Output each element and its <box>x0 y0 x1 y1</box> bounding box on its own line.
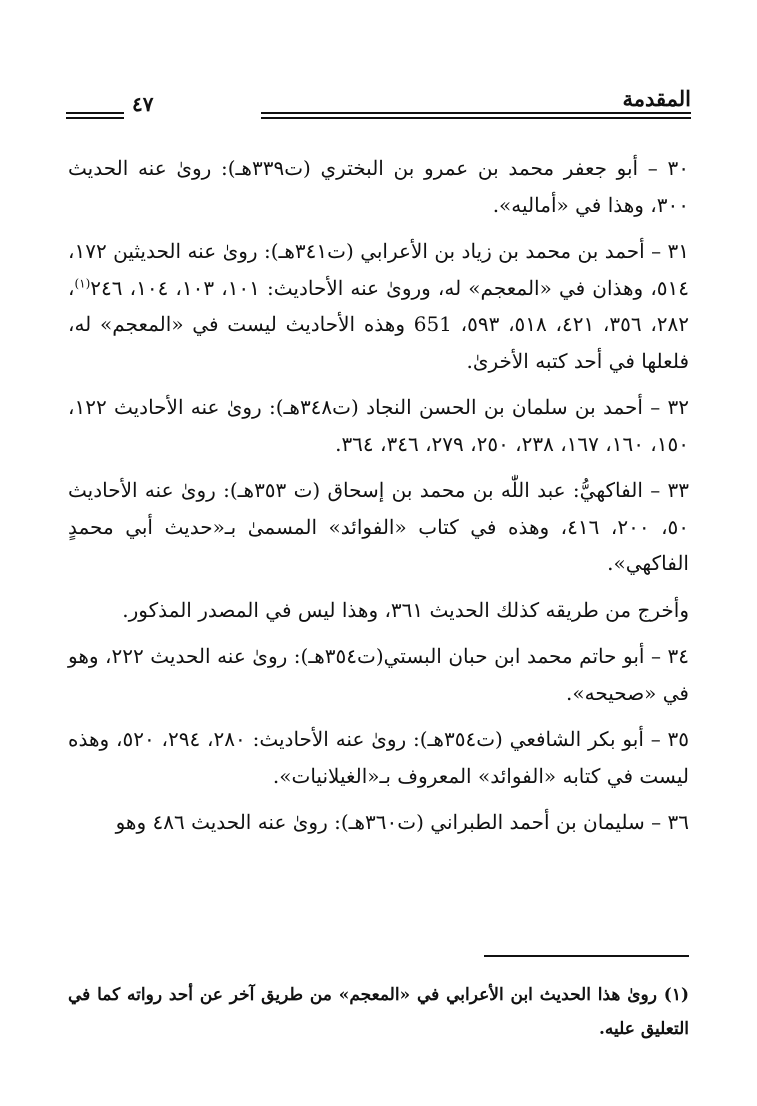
entry-text: الفاكهيُّ: عبد اللّٰه بن محمد بن إسحاق (ت ٣٥٣هـ): روىٰ عنه الأحاديث ٥٠، ٢٠٠، ٤١٦، وهذه في كتاب «الفوائد» المسمىٰ بـ«حديث أبي محمدٍ الفاكهي». <box>68 478 690 575</box>
entry-number: ٣١ <box>667 239 690 263</box>
entry-text: أبو حاتم محمد ابن حبان البستي(ت٣٥٤هـ): روىٰ عنه الحديث ٢٢٢، وهو في «صحيحه». <box>68 644 689 705</box>
entry-32: ٣٢ – أحمد بن سلمان بن الحسن النجاد (ت٣٤٨هـ): روىٰ عنه الأحاديث ١٢٢، ١٥٠، ١٦٠، ١٦٧، ٢٣٨، ٢٥٠، ٢٧٩، ٣٤٦، ٣٦٤. <box>68 395 689 456</box>
header-title: المقدمة <box>622 86 691 111</box>
header-rule <box>66 117 124 119</box>
header-rule <box>66 112 124 114</box>
entry-number: ٣٦ <box>667 810 689 834</box>
entry-number: ٣٣ <box>667 478 690 502</box>
page-number: ٤٧ <box>132 92 154 116</box>
entry-number: ٣٥ <box>667 727 690 751</box>
footnote-rule <box>484 955 689 957</box>
page-body <box>68 150 689 851</box>
entry-36: ٣٦ – سليمان بن أحمد الطبراني (ت٣٦٠هـ): روىٰ عنه الحديث ٤٨٦ وهو <box>115 810 689 834</box>
entry-text: أحمد بن سلمان بن الحسن النجاد (ت٣٤٨هـ): روىٰ عنه الأحاديث ١٢٢، ١٥٠، ١٦٠، ١٦٧، ٢٣٨، ٢٥٠، ٢٧٩، ٣٤٦، ٣٦٤. <box>68 395 689 456</box>
entry-number: ٣٢ <box>667 395 689 419</box>
entry-text: وأخرج من طريقه كذلك الحديث ٣٦١، وهذا ليس في المصدر المذكور. <box>122 597 689 622</box>
entry-number: ٣٠ <box>667 156 689 180</box>
entry-text: أبو بكر الشافعي (ت٣٥٤هـ): روىٰ عنه الأحاديث: ٢٨٠، ٢٩٤، ٥٢٠، وهذه ليست في كتابه «الفوائد» المعروف بـ«الغيلانيات». <box>68 727 689 788</box>
footnote: (١) روىٰ هذا الحديث ابن الأعرابي في «المعجم» من طريق آخر عن أحد رواته كما في التعليق عليه. <box>68 985 689 1039</box>
entry-text: سليمان بن أحمد الطبراني (ت٣٦٠هـ): روىٰ عنه الحديث ٤٨٦ وهو <box>115 810 645 834</box>
entry-text: ، ٢٨٢، ٣٥٦، ٤٢١، ٥١٨، ٥٩٣، 651 وهذه الأحاديث ليست في «المعجم» له، فلعلها في أحد كتبه الأخرىٰ. <box>68 275 690 373</box>
entry-text: أبو جعفر محمد بن عمرو بن البختري (ت٣٣٩هـ): روىٰ عنه الحديث ٣٠٠، وهذا في «أماليه». <box>68 156 689 217</box>
footnote-ref[interactable]: (١) <box>74 275 91 290</box>
header-rule <box>261 112 691 114</box>
entry-33-continuation <box>68 592 689 629</box>
entry-number: ٣٤ <box>667 644 690 668</box>
page-header <box>66 84 691 128</box>
entry-text: أحمد بن محمد بن زياد بن الأعرابي (ت٣٤١هـ): روىٰ عنه الحديثين ١٧٢، ٥١٤، وهذان في «المعجم» له، وروىٰ عنه الأحاديث: ١٠١، ١٠٣، ١٠٤، ٢٤٦ <box>68 239 690 300</box>
entry-33: ٣٣ – الفاكهيُّ: عبد اللّٰه بن محمد بن إسحاق (ت ٣٥٣هـ): روىٰ عنه الأحاديث ٥٠، ٢٠٠، ٤١٦، وهذه في كتاب «الفوائد» المسمىٰ بـ«حديث أبي محمدٍ الفاكهي». <box>68 478 690 575</box>
entry-31: ٣١ – أحمد بن محمد بن زياد بن الأعرابي (ت٣٤١هـ): روىٰ عنه الحديثين ١٧٢، ٥١٤، وهذان في «المعجم» له، وروىٰ عنه الأحاديث: ١٠١، ١٠٣، ١٠٤، ٢٤٦$^{(١)}$، ٢٨٢، ٣٥٦، ٤٢١، ٥١٨، ٥٩٣، 651 وهذه الأحاديث ليست في «المعجم» له، فلعلها في أحد كتبه الأخرىٰ. <box>68 239 690 373</box>
entry-34: ٣٤ – أبو حاتم محمد ابن حبان البستي(ت٣٥٤هـ): روىٰ عنه الحديث ٢٢٢، وهو في «صحيحه». <box>68 644 690 705</box>
header-rule <box>261 117 691 119</box>
entry-35: ٣٥ – أبو بكر الشافعي (ت٣٥٤هـ): روىٰ عنه الأحاديث: ٢٨٠، ٢٩٤، ٥٢٠، وهذه ليست في كتابه «الفوائد» المعروف بـ«الغيلانيات». <box>68 727 690 788</box>
entry-30: ٣٠ – أبو جعفر محمد بن عمرو بن البختري (ت٣٣٩هـ): روىٰ عنه الحديث ٣٠٠، وهذا في «أماليه». <box>68 156 689 217</box>
